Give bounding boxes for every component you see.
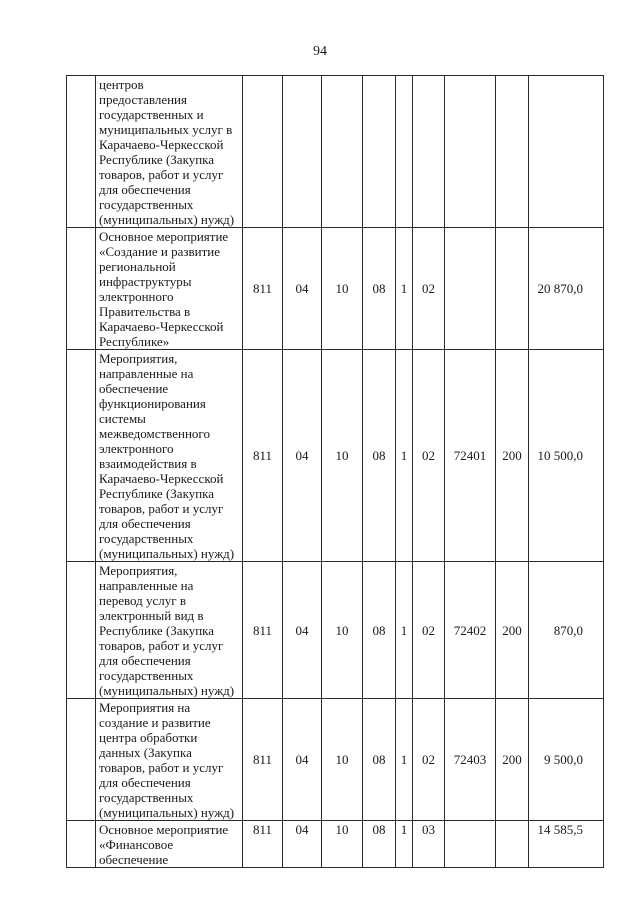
code-cell: 1 bbox=[396, 350, 413, 562]
code-cell bbox=[445, 76, 496, 228]
index-cell bbox=[67, 76, 96, 228]
code-cell: 04 bbox=[283, 699, 322, 821]
description-cell: Основное мероприятие «Финансовое обеспечение bbox=[96, 821, 243, 868]
code-cell: 1 bbox=[396, 821, 413, 868]
code-cell: 811 bbox=[243, 350, 283, 562]
description-cell: Мероприятия, направленные на перевод услуг в электронный вид в Республике (Закупка товаров, работ и услуг для обеспечения государственных (муниципальных) нужд) bbox=[96, 562, 243, 699]
code-cell bbox=[445, 821, 496, 868]
code-cell: 02 bbox=[413, 562, 445, 699]
amount-cell: 870,0 bbox=[529, 562, 604, 699]
code-cell bbox=[283, 76, 322, 228]
code-cell: 1 bbox=[396, 699, 413, 821]
table-row bbox=[67, 228, 604, 350]
code-cell bbox=[243, 76, 283, 228]
description-cell: Мероприятия, направленные на обеспечение функционирования системы межведомственного электронного взаимодействия в Карачаево-Черкесской Республике (Закупка товаров, работ и услуг для обеспечения государственных (муниципальных) нужд) bbox=[96, 350, 243, 562]
code-cell bbox=[322, 76, 363, 228]
code-cell: 04 bbox=[283, 562, 322, 699]
code-cell: 04 bbox=[283, 350, 322, 562]
budget-table bbox=[66, 75, 604, 868]
code-cell: 10 bbox=[322, 562, 363, 699]
code-cell: 08 bbox=[363, 562, 396, 699]
index-cell bbox=[67, 228, 96, 350]
description-cell: Мероприятия на создание и развитие центра обработки данных (Закупка товаров, работ и услуг для обеспечения государственных (муниципальных) нужд) bbox=[96, 699, 243, 821]
table-row bbox=[67, 699, 604, 821]
code-cell bbox=[413, 76, 445, 228]
table-row bbox=[67, 821, 604, 868]
index-cell bbox=[67, 350, 96, 562]
code-cell: 02 bbox=[413, 699, 445, 821]
code-cell: 200 bbox=[496, 699, 529, 821]
code-cell: 08 bbox=[363, 228, 396, 350]
code-cell: 72401 bbox=[445, 350, 496, 562]
code-cell: 08 bbox=[363, 821, 396, 868]
table-row bbox=[67, 562, 604, 699]
amount-cell: 9 500,0 bbox=[529, 699, 604, 821]
code-cell: 10 bbox=[322, 228, 363, 350]
code-cell: 08 bbox=[363, 350, 396, 562]
code-cell: 03 bbox=[413, 821, 445, 868]
code-cell: 1 bbox=[396, 562, 413, 699]
code-cell: 08 bbox=[363, 699, 396, 821]
code-cell bbox=[496, 76, 529, 228]
amount-cell bbox=[529, 76, 604, 228]
code-cell bbox=[363, 76, 396, 228]
amount-cell: 20 870,0 bbox=[529, 228, 604, 350]
description-cell: центров предоставления государственных и муниципальных услуг в Карачаево-Черкесской Республике (Закупка товаров, работ и услуг для обеспечения государственных (муниципальных) нужд) bbox=[96, 76, 243, 228]
code-cell: 04 bbox=[283, 228, 322, 350]
code-cell: 811 bbox=[243, 821, 283, 868]
amount-cell: 14 585,5 bbox=[529, 821, 604, 868]
page-number: 94 bbox=[313, 44, 327, 59]
code-cell: 72402 bbox=[445, 562, 496, 699]
index-cell bbox=[67, 699, 96, 821]
code-cell: 02 bbox=[413, 350, 445, 562]
code-cell: 811 bbox=[243, 699, 283, 821]
index-cell bbox=[67, 562, 96, 699]
code-cell: 811 bbox=[243, 562, 283, 699]
description-cell: Основное мероприятие «Создание и развитие региональной инфраструктуры электронного Правительства в Карачаево-Черкесской Республике» bbox=[96, 228, 243, 350]
amount-cell: 10 500,0 bbox=[529, 350, 604, 562]
index-cell bbox=[67, 821, 96, 868]
table-row bbox=[67, 76, 604, 228]
code-cell bbox=[496, 821, 529, 868]
code-cell: 72403 bbox=[445, 699, 496, 821]
code-cell: 10 bbox=[322, 350, 363, 562]
code-cell bbox=[445, 228, 496, 350]
code-cell bbox=[496, 228, 529, 350]
table-row bbox=[67, 350, 604, 562]
code-cell: 10 bbox=[322, 699, 363, 821]
code-cell: 200 bbox=[496, 350, 529, 562]
code-cell: 811 bbox=[243, 228, 283, 350]
code-cell: 02 bbox=[413, 228, 445, 350]
code-cell: 1 bbox=[396, 228, 413, 350]
code-cell: 200 bbox=[496, 562, 529, 699]
code-cell: 10 bbox=[322, 821, 363, 868]
code-cell bbox=[396, 76, 413, 228]
code-cell: 04 bbox=[283, 821, 322, 868]
